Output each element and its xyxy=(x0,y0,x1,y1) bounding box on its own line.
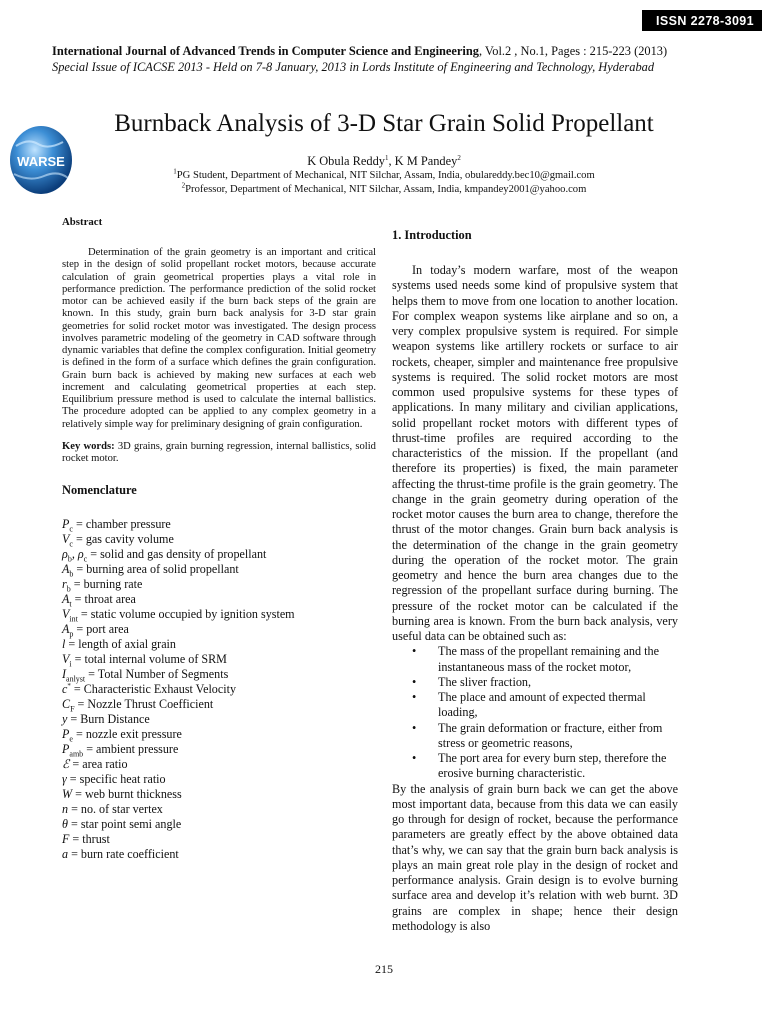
bullet-item: • The place and amount of expected thermal loading, xyxy=(438,690,678,721)
author-2-sup: 2 xyxy=(457,153,461,162)
nomenclature-definition: = nozzle exit pressure xyxy=(72,727,182,742)
nomenclature-item xyxy=(62,667,376,682)
nomenclature-subscript: anlyst xyxy=(66,674,86,684)
nomenclature-definition: = specific heat ratio xyxy=(66,772,166,787)
nomenclature-item xyxy=(62,682,376,697)
nomenclature-symbol: V xyxy=(62,532,70,547)
nomenclature-symbol: a xyxy=(62,847,69,862)
nomenclature-subscript: t xyxy=(69,599,72,609)
author-1-sup: 1 xyxy=(384,153,389,162)
nomenclature-item xyxy=(62,742,376,757)
nomenclature-symbol: C xyxy=(62,697,71,712)
nomenclature-item xyxy=(62,817,376,832)
nomenclature-definition: = length of axial grain xyxy=(65,637,176,652)
bullet-item: • The sliver fraction, xyxy=(438,675,678,690)
keywords-text: 3D grains, grain burning regression, internal ballistics, solid rocket motor. xyxy=(62,440,376,464)
logo-text: WARSE xyxy=(17,154,65,169)
nomenclature-definition: = thrust xyxy=(69,832,110,847)
nomenclature-definition: = Characteristic Exhaust Velocity xyxy=(70,682,236,697)
nomenclature-list xyxy=(62,517,376,862)
nomenclature-symbol: A xyxy=(62,562,70,577)
nomenclature-heading: Nomenclature xyxy=(62,483,137,498)
nomenclature-subscript: int xyxy=(69,614,78,624)
abstract-heading: Abstract xyxy=(62,216,103,228)
nomenclature-definition: = no. of star vertex xyxy=(68,802,163,817)
nomenclature-definition: = burning rate xyxy=(70,577,143,592)
nomenclature-item xyxy=(62,652,376,667)
nomenclature-subscript: b xyxy=(69,569,74,579)
nomenclature-symbol: θ xyxy=(62,817,68,832)
nomenclature-subscript: amb xyxy=(69,749,84,759)
nomenclature-definition: = burn rate coefficient xyxy=(68,847,179,862)
nomenclature-symbol: P xyxy=(62,517,70,532)
nomenclature-item xyxy=(62,577,376,592)
nomenclature-item xyxy=(62,547,376,562)
nomenclature-definition: = throat area xyxy=(71,592,136,607)
nomenclature-symbol: l xyxy=(62,637,66,652)
nomenclature-subscript: e xyxy=(69,734,73,744)
nomenclature-subscript: c xyxy=(69,539,73,549)
nomenclature-symbol: V xyxy=(62,607,70,622)
nomenclature-subscript: i xyxy=(69,659,72,669)
issn-badge: ISSN 2278-3091 xyxy=(642,10,762,31)
nomenclature-item xyxy=(62,697,376,712)
nomenclature-definition: = ambient pressure xyxy=(83,742,179,757)
nomenclature-item xyxy=(62,532,376,547)
nomenclature-definition: = area ratio xyxy=(69,757,128,772)
introduction-bullets xyxy=(392,644,678,781)
nomenclature-item xyxy=(62,517,376,532)
abstract-text: Determination of the grain geometry is an important and critical step in the design of solid propellant rocket motors, because accurate calculation of grain geometrical properties plays a vital role in performance prediction. The performance prediction of the solid rocket motor can be achieved easily if the burn back steps of the grain are known. In this study, grain burn back analysis for 3-D star grain geometries for solid rocket motor was investigated. The design process involves parametric modeling of the geometry in CAD software through dynamic variables that define the complex configuration. Initial geometry is defined in the form of a surface which defines the grain configuration. Grain burn back is achieved by making new surfaces at each web increment and calculating geometrical properties at each step. Equilibrium pressure method is used to calculate the internal ballistics. The procedure adopted can be applied to any complex geometry in a relatively simple way for preliminary designing of grain configuration. xyxy=(62,247,376,430)
affiliation-1 xyxy=(0,167,768,181)
nomenclature-definition: = chamber pressure xyxy=(72,517,171,532)
nomenclature-definition: = solid and gas density of propellant xyxy=(87,547,267,562)
journal-name: International Journal of Advanced Trends in Computer Science and Engineering xyxy=(52,44,479,58)
nomenclature-item xyxy=(62,592,376,607)
authors-line xyxy=(0,154,768,169)
introduction-paragraph-2: By the analysis of grain burn back we can get the above most important data, because from this data we can easily go through for design of rocket, because the performance parameters are greatly effect by the above obtained data that’s why, we can say that the grain burn back analysis is plays an main great role play in the design of rocket and performance analysis. Grain design is to evolve burning surface area and develop it’s relation with web burnt. 3D grains are complex in shape; hence their design methodology is also xyxy=(392,781,678,933)
affiliation-2-text: Professor, Department of Mechanical, NIT Silchar, Assam, India, kmpandey2001@yahoo.com xyxy=(185,184,587,195)
nomenclature-definition: = web burnt thickness xyxy=(72,787,182,802)
special-issue-line: Special Issue of ICACSE 2013 - Held on 7-8 January, 2013 in Lords Institute of Engineering and Technology, Hyderabad xyxy=(52,60,655,74)
nomenclature-symbol: r xyxy=(62,577,67,592)
nomenclature-item xyxy=(62,607,376,622)
nomenclature-symbol: y xyxy=(62,712,68,727)
author-2: , K M Pandey xyxy=(388,154,458,168)
keywords xyxy=(62,441,376,466)
nomenclature-symbol: γ xyxy=(62,772,67,787)
nomenclature-subscript: p xyxy=(69,629,74,639)
nomenclature-symbol-2: , ρ xyxy=(71,547,84,562)
affiliation-2 xyxy=(0,181,768,195)
journal-header xyxy=(52,44,752,59)
nomenclature-definition: = Nozzle Thrust Coefficient xyxy=(74,697,214,712)
page-number: 215 xyxy=(375,962,393,976)
nomenclature-subscript: F xyxy=(70,704,75,714)
nomenclature-item xyxy=(62,562,376,577)
nomenclature-subscript: b xyxy=(67,554,72,564)
journal-volume-info: , Vol.2 , No.1, Pages : 215-223 (2013) xyxy=(478,44,668,58)
nomenclature-symbol: ℰ xyxy=(62,757,70,772)
introduction-heading: 1. Introduction xyxy=(392,228,472,242)
nomenclature-definition: = total internal volume of SRM xyxy=(71,652,227,667)
bullet-item: • The mass of the propellant remaining and the instantaneous mass of the rocket motor, xyxy=(438,644,678,675)
nomenclature-definition: = burning area of solid propellant xyxy=(73,562,239,577)
nomenclature-symbol: F xyxy=(62,832,70,847)
nomenclature-definition: = Burn Distance xyxy=(67,712,150,727)
author-1: K Obula Reddy xyxy=(307,154,385,168)
nomenclature-item xyxy=(62,802,376,817)
right-column xyxy=(392,228,678,934)
nomenclature-definition: = port area xyxy=(73,622,129,637)
nomenclature-item xyxy=(62,622,376,637)
nomenclature-definition: = gas cavity volume xyxy=(72,532,174,547)
nomenclature-item xyxy=(62,712,376,727)
nomenclature-item xyxy=(62,727,376,742)
nomenclature-subscript-2: c xyxy=(83,554,88,564)
nomenclature-subscript: b xyxy=(66,584,71,594)
bullet-item: • The grain deformation or fracture, either from stress or geometric reasons, xyxy=(438,721,678,752)
nomenclature-superscript: * xyxy=(67,682,71,691)
nomenclature-symbol: A xyxy=(62,592,70,607)
affiliation-1-text: PG Student, Department of Mechanical, NIT Silchar, Assam, India, obulareddy.bec10@gmail.com xyxy=(176,170,595,181)
nomenclature-definition: = static volume occupied by ignition system xyxy=(77,607,295,622)
affiliation-2-sup: 2 xyxy=(181,181,186,190)
nomenclature-item xyxy=(62,637,376,652)
nomenclature-item xyxy=(62,847,376,862)
nomenclature-symbol: A xyxy=(62,622,70,637)
affiliation-1-sup: 1 xyxy=(173,167,177,176)
nomenclature-symbol: P xyxy=(62,742,70,757)
nomenclature-symbol: W xyxy=(62,787,73,802)
paper-title: Burnback Analysis of 3-D Star Grain Solid Propellant xyxy=(114,110,654,137)
nomenclature-symbol: V xyxy=(62,652,70,667)
nomenclature-symbol: c xyxy=(62,682,68,697)
nomenclature-item xyxy=(62,757,376,772)
nomenclature-symbol: n xyxy=(62,802,69,817)
nomenclature-item xyxy=(62,772,376,787)
nomenclature-item xyxy=(62,832,376,847)
nomenclature-symbol: ρ xyxy=(62,547,68,562)
nomenclature-symbol: P xyxy=(62,727,70,742)
introduction-paragraph-1: In today’s modern warfare, most of the weapon systems used needs some kind of propulsive system that helps them to move from one location to another location. For complex weapon systems like airplane and so on, a very complex propulsive system is required. For simple weapon systems like artillery rockets or surface to air rockets, cheaper, simpler and maintenance free propulsive systems is required. The solid rocket motors are most common used propulsive systems for these types of applications. In many military and civilian applications, solid propellant rocket motors with different types of thrust-time profiles are required according to the characteristics of the mission. If the propellant (and therefore its properties) is fixed, the main parameter affecting the thrust-time profile is the grain geometry. The change in the grain geometry during operation of the rocket motor causes the burn area to change, therefore the thrust of the motor changes. Grain burn back analysis is the determination of the change in the grain geometry during the operation of the rocket motor. The grain geometry and hence the burn area changes due to the regression of the propellant surface during burning. The pressure of the rocket motor can be calculated if the burning area is known. From the burn back analysis, very useful data can be obtained such as: xyxy=(392,263,678,643)
bullet-item: • The port area for every burn step, therefore the erosive burning characteristic. xyxy=(438,751,678,782)
nomenclature-definition: = Total Number of Segments xyxy=(85,667,229,682)
left-column xyxy=(62,216,376,862)
nomenclature-item xyxy=(62,787,376,802)
keywords-label: Key words: xyxy=(62,440,115,452)
nomenclature-definition: = star point semi angle xyxy=(67,817,182,832)
nomenclature-symbol: I xyxy=(62,667,67,682)
nomenclature-subscript: c xyxy=(69,524,73,534)
